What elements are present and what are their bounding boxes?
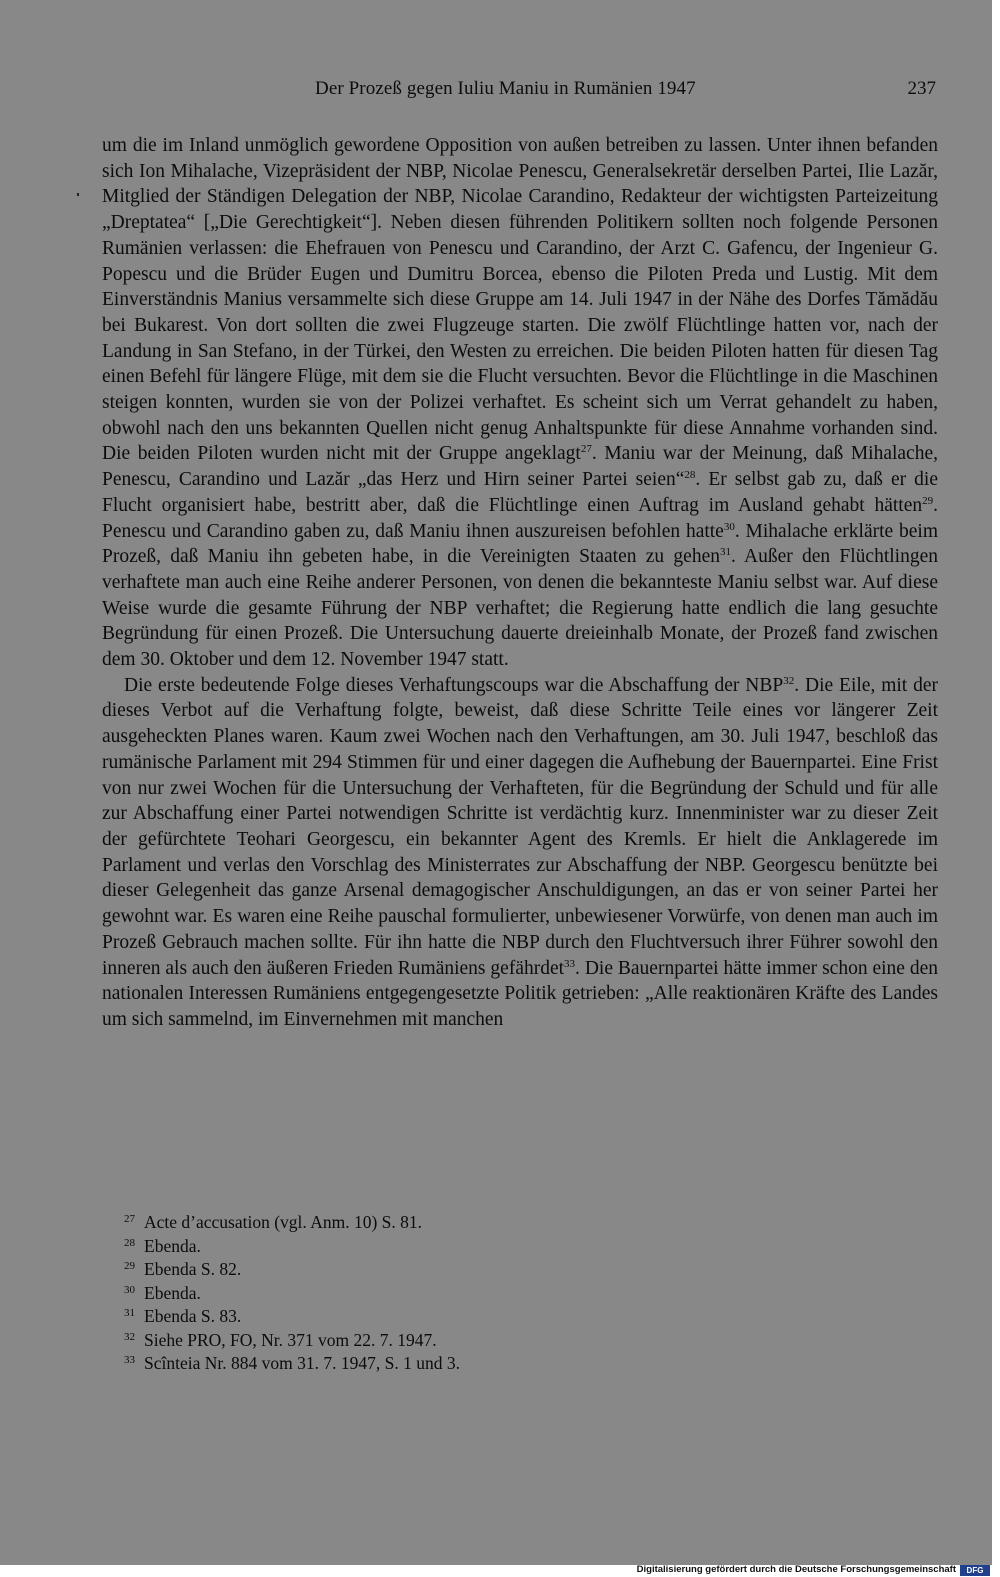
footnote-reference: 31 <box>719 546 731 559</box>
text-run: . Maniu war der Meinung, daß Mihalache, Penescu, Carandino und Lazăr „das Herz und Hirn seiner Partei seien“ <box>102 443 938 491</box>
footnote <box>124 1303 460 1327</box>
footnote <box>124 1256 460 1280</box>
footnote-number: 29 <box>124 1260 135 1272</box>
footnote-text: Ebenda. <box>144 1235 201 1256</box>
footnote-reference: 29 <box>922 494 934 507</box>
footnote <box>124 1209 460 1233</box>
footnote-number: 28 <box>124 1236 135 1249</box>
text-run: . Außer den Flüchtlingen verhaftete man auch eine Reihe anderer Personen, von denen die bekannteste Maniu selbst war. Auf diese Weise wurde die gesamte Führung der NBP verhaftet; die Regierung hatte endlich die lang gesuchte Begründung für einen Prozeß. Die Untersuchung dauerte dreieinhalb Monate, der Prozeß fand zwischen dem 30. Oktober und dem 12. November 1947 statt. <box>102 546 938 671</box>
text-run: . Penescu und Carandino gaben zu, daß Maniu ihnen auszureisen befohlen hatte <box>102 494 938 542</box>
footnote <box>124 1350 460 1374</box>
footnote-text: Ebenda S. 82. <box>144 1259 242 1279</box>
footnote-number: 32 <box>124 1330 135 1343</box>
text-run: . Die Bauernpartei hätte immer schon eine den nationalen Interessen Rumäniens entgegengesetzte Politik getrieben: „Alle reaktionären Kräfte des Landes um sich sammelnd, im Einvernehmen mit manchen <box>102 957 939 1030</box>
footnote-text: Siehe PRO, FO, Nr. 371 vom 22. 7. 1947. <box>144 1329 437 1350</box>
footnote-number: 33 <box>124 1354 135 1366</box>
footnote-reference: 32 <box>783 674 795 687</box>
funding-note: Digitalisierung gefördert durch die Deutsche Forschungsgemeinschaft <box>636 1564 956 1575</box>
text-run: . Die Eile, mit der dieses Verbot auf die Verhaftung folgte, beweist, daß diese Schritte Teile eines vor längerer Zeit ausgeheckten Planes waren. Kaum zwei Wochen nach den Verhaftungen, am 30. Juli 1947, beschloß das rumänische Parlament mit 294 Stimmen für und einer dagegen die Aufhebung der Bauernpartei. Eine Frist von nur zwei Wochen für die Untersuchung der Verhafteten, für die Begründung der Schuld und für alle zur Abschaffung einer Partei notwendigen Schritte ist verdächtig kurz. Innenminister war zu dieser Zeit der gefürchtete Teohari Georgescu, ein bekannter Agent des Kremls. Er hielt die Anklagerede im Parlament und verlas den Vorschlag des Ministerrates zur Abschaffung der NBP. Georgescu benützte bei dieser Gelegenheit das ganze Arsenal demagogischer Anschuldigungen, an das er von seiner Partei her gewohnt war. Es waren eine Reihe pauschal formulierter, unbewiesener Vorwürfe, von denen man auch im Prozeß Gebrauch machen sollte. Für ihn hatte die NBP durch den Fluchtversuch ihrer Führer sowohl den inneren als auch den äußeren Frieden Rumäniens gefährdet <box>102 674 938 979</box>
footnotes <box>124 1209 460 1374</box>
footnote-number: 27 <box>124 1213 135 1225</box>
footnote-reference: 33 <box>564 957 576 970</box>
scan-speck <box>77 193 79 196</box>
footnote-text: Ebenda. <box>144 1282 201 1303</box>
footnote-text: Acte d’accusation (vgl. Anm. 10) S. 81. <box>144 1212 423 1232</box>
footnote-reference: 30 <box>723 520 735 533</box>
paragraph-2 <box>102 673 938 1033</box>
footnote-text: Ebenda S. 83. <box>144 1306 242 1326</box>
text-run: Die erste bedeutende Folge dieses Verhaftungscoups war die Abschaffung der NBP <box>124 674 784 696</box>
footnote <box>124 1233 460 1257</box>
footnote <box>124 1280 460 1304</box>
paragraph-1 <box>102 133 938 673</box>
running-title: Der Prozeß gegen Iuliu Maniu in Rumänien 1947 <box>315 78 696 99</box>
body-text <box>102 133 938 1033</box>
text-run: um die im Inland unmöglich gewordene Opposition von außen betreiben zu lassen. Unter ihnen befanden sich Ion Mihalache, Vizepräsident der NBP, Nicolae Penescu, Generalsekretär derselben Partei, Ilie Lazăr, Mitglied der Ständigen Delegation der NBP, Nicolae Carandino, Redakteur der wichtigsten Parteizeitung „Dreptatea“ [„Die Gerechtigkeit“]. Neben diesen führenden Politikern sollten noch folgende Personen Rumänien verlassen: die Ehefrauen von Penescu und Carandino, der Arzt C. Gafencu, der Ingenieur G. Popescu und die Brüder Eugen und Dumitru Borcea, ebenso die Piloten Preda und Lustig. Mit dem Einverständnis Manius versammelte sich diese Gruppe am 14. Juli 1947 in der Nähe des Dorfes Tămădău bei Bukarest. Von dort sollten die zwei Flugzeuge starten. Die zwölf Flüchtlinge hatten vor, nach der Landung in San Stefano, in der Türkei, den Westen zu erreichen. Die beiden Piloten hatten für diesen Tag einen Befehl für längere Flüge, mit dem sie die Flucht versuchten. Bevor die Flüchtlinge in die Maschinen steigen konnten, wurden sie von der Polizei verhaftet. Es scheint sich um Verrat gehandelt zu haben, obwohl nach den uns bekannten Quellen nicht genug Anhaltspunkte für diese Annahme vorhanden sind. Die beiden Piloten wurden nicht mit der Gruppe angeklagt <box>102 135 938 465</box>
footnote-reference: 28 <box>684 469 696 482</box>
text-run: . Er selbst gab zu, daß er die Flucht organisiert habe, bestritt aber, daß die Flüchtlinge einen Auftrag im Ausland gehabt hätten <box>102 469 939 516</box>
page-number: 237 <box>907 78 936 99</box>
footnote-number: 31 <box>124 1307 135 1319</box>
footnote <box>124 1327 460 1351</box>
footnote-number: 30 <box>124 1283 135 1296</box>
footnote-text: Scînteia Nr. 884 vom 31. 7. 1947, S. 1 und 3. <box>144 1353 460 1373</box>
text-run: . Mihalache erklärte beim Prozeß, daß Maniu ihn gebeten habe, in die Vereinigten Staaten zu gehen <box>102 520 938 568</box>
footnote-reference: 27 <box>580 443 592 456</box>
dfg-logo: DFG <box>960 1565 990 1576</box>
